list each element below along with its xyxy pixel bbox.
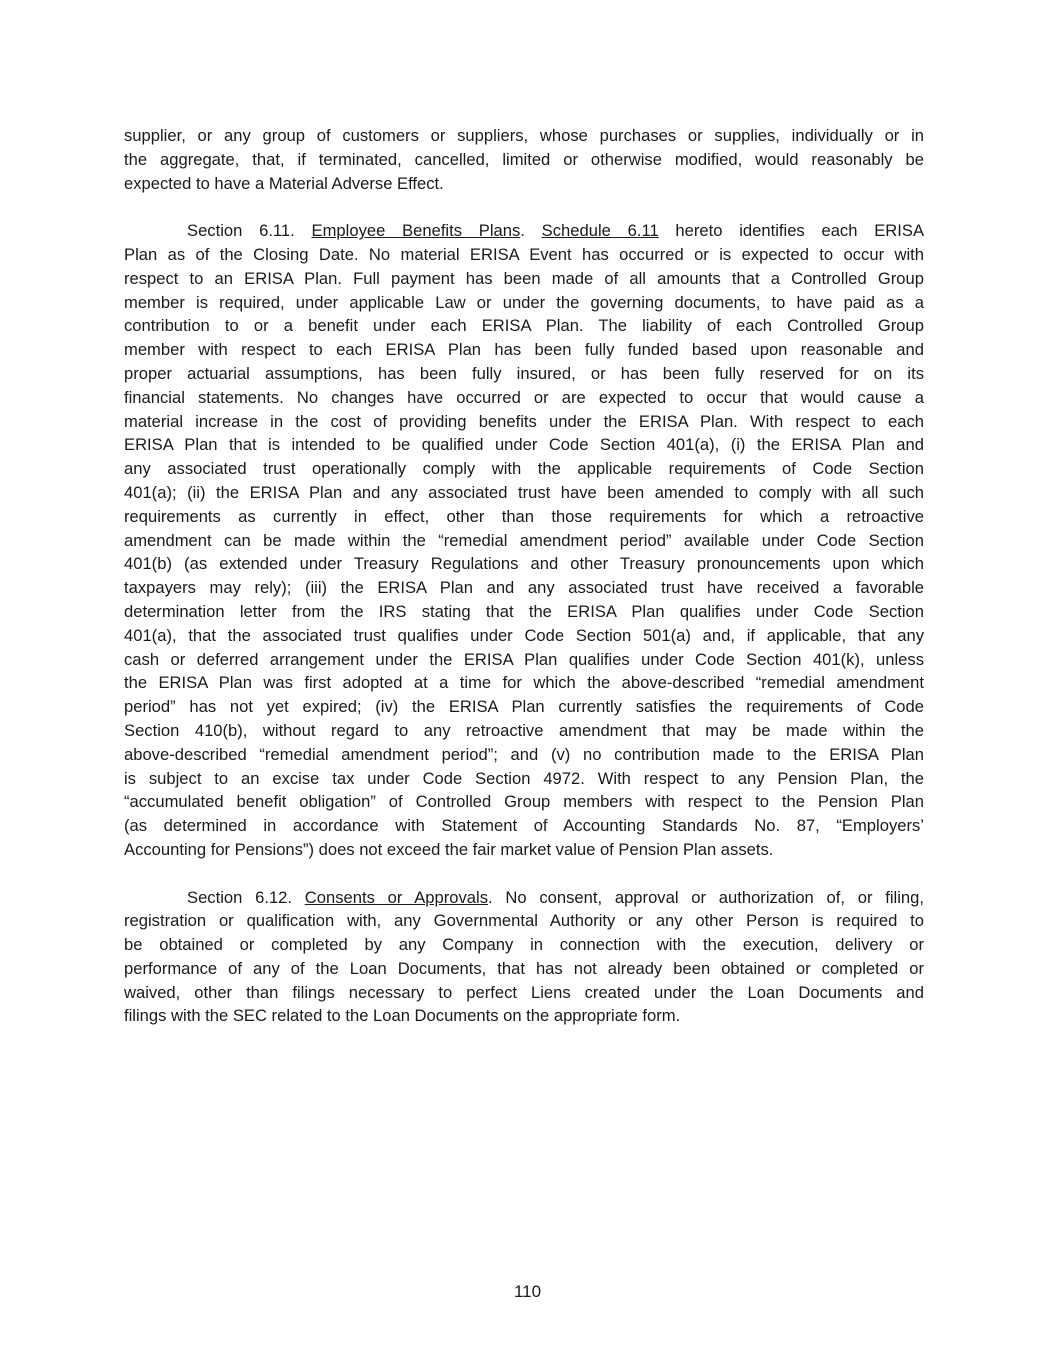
- text-line: filings with the SEC related to the Loan Documents on the appropriate form.: [124, 1006, 681, 1026]
- text-line: taxpayers may rely); (iii) the ERISA Plan and any associated trust have received a favorable: [124, 578, 924, 598]
- text-fragment: . No consent, approval or authorization of, or filing,: [488, 887, 924, 907]
- section-6-11-paragraph: [124, 219, 924, 862]
- text-line: requirements as currently in effect, other than those requirements for which a retroactive: [124, 506, 924, 526]
- text-line: 401(a); (ii) the ERISA Plan and any associated trust have been amended to comply with all such: [124, 482, 924, 502]
- text-line: Section 410(b), without regard to any retroactive amendment that may be made within the: [124, 720, 924, 740]
- text-line: determination letter from the IRS stating that the ERISA Plan qualifies under Code Section: [124, 601, 924, 621]
- text-line: material increase in the cost of providing benefits under the ERISA Plan. With respect to each: [124, 411, 924, 431]
- text-line: 401(b) (as extended under Treasury Regulations and other Treasury pronouncements upon which: [124, 554, 924, 574]
- text-line: Accounting for Pensions”) does not exceed the fair market value of Pension Plan assets.: [124, 839, 774, 859]
- text-line: financial statements. No changes have occurred or are expected to occur that would cause a: [124, 387, 924, 407]
- section-6-12-paragraph: [124, 886, 924, 1029]
- text-line: member is required, under applicable Law or under the governing documents, to have paid as a: [124, 292, 924, 312]
- text-line: be obtained or completed by any Company in connection with the execution, delivery or: [124, 935, 924, 955]
- text-line: expected to have a Material Adverse Effect.: [124, 173, 444, 193]
- text-line: is subject to an excise tax under Code Section 4972. With respect to any Pension Plan, the: [124, 768, 924, 788]
- text-line: “accumulated benefit obligation” of Controlled Group members with respect to the Pension Plan: [124, 792, 924, 812]
- text-line: Plan as of the Closing Date. No material ERISA Event has occurred or is expected to occur with: [124, 244, 924, 264]
- text-line: amendment can be made within the “remedial amendment period” available under Code Section: [124, 530, 924, 550]
- schedule-reference: Schedule 6.11: [541, 221, 659, 241]
- section-number: Section 6.11.: [187, 221, 312, 241]
- text-line: supplier, or any group of customers or suppliers, whose purchases or supplies, individually or in: [124, 126, 924, 145]
- section-heading: Consents or Approvals: [304, 887, 489, 907]
- text-line: registration or qualification with, any Governmental Authority or any other Person is required to: [124, 911, 924, 931]
- text-line: [124, 886, 924, 910]
- text-line: 401(a), that the associated trust qualifies under Code Section 501(a) and, if applicable, that any: [124, 625, 924, 645]
- text-line: performance of any of the Loan Documents, that has not already been obtained or completed or: [124, 958, 924, 978]
- text-line: (as determined in accordance with Statement of Accounting Standards No. 87, “Employers’: [124, 816, 924, 836]
- text-line: member with respect to each ERISA Plan has been fully funded based upon reasonable and: [124, 340, 924, 360]
- text-line: respect to an ERISA Plan. Full payment has been made of all amounts that a Controlled Group: [124, 268, 924, 288]
- document-body: [124, 124, 924, 1052]
- text-line: waived, other than filings necessary to perfect Liens created under the Loan Documents and: [124, 982, 924, 1002]
- text-line: cash or deferred arrangement under the ERISA Plan qualifies under Code Section 401(k), unless: [124, 649, 924, 669]
- text-line: [124, 219, 924, 243]
- text-line: any associated trust operationally comply with the applicable requirements of Code Section: [124, 459, 924, 479]
- text-line: above-described “remedial amendment period”; and (v) no contribution made to the ERISA Plan: [124, 744, 924, 764]
- text-fragment: .: [520, 221, 542, 241]
- section-number: Section 6.12.: [187, 887, 305, 907]
- text-line: contribution to or a benefit under each ERISA Plan. The liability of each Controlled Group: [124, 316, 924, 336]
- section-heading: Employee Benefits Plans: [311, 221, 521, 241]
- text-line: the aggregate, that, if terminated, cancelled, limited or otherwise modified, would reasonably be: [124, 149, 924, 169]
- text-line: ERISA Plan that is intended to be qualified under Code Section 401(a), (i) the ERISA Plan and: [124, 435, 924, 455]
- text-line: proper actuarial assumptions, has been fully insured, or has been fully reserved for on its: [124, 363, 924, 383]
- paragraph-continuation: [124, 124, 924, 195]
- text-line: the ERISA Plan was first adopted at a time for which the above-described “remedial amendment: [124, 673, 924, 693]
- page-number: 110: [513, 1282, 542, 1301]
- text-fragment: hereto identifies each ERISA: [658, 221, 924, 241]
- text-line: period” has not yet expired; (iv) the ERISA Plan currently satisfies the requirements of Code: [124, 697, 924, 717]
